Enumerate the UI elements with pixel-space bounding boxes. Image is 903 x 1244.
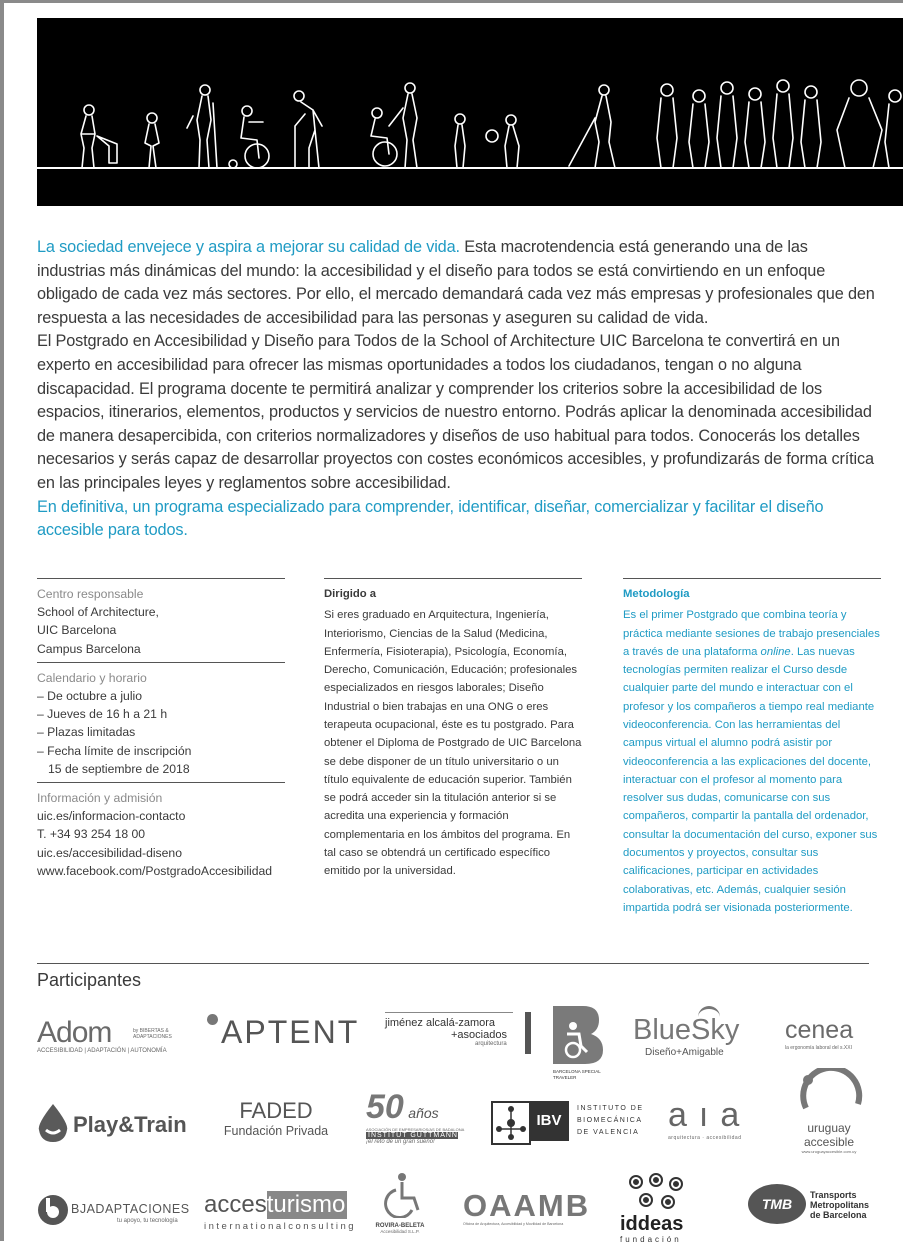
centro-block [37,603,285,658]
logo-ibv-line: INSTITUTO DE [577,1105,644,1112]
logo-jimenez [385,1012,531,1054]
logo-bluesky-name: BlueSky [633,1014,740,1046]
info-phone: T. +34 93 254 18 00 [37,827,146,842]
logo-iddeas-sub: fundación [620,1235,682,1244]
logo-faded [218,1098,338,1138]
logo-guttmann-name: INSTITUT GUTTMANN [368,1132,458,1139]
logo-accesturismo-part: acces [204,1191,267,1218]
aptent-dot-icon [207,1014,218,1025]
dirigido-text: Si eres graduado en Arquitectura, Ingeniería, Interiorismo, Ciencias de la Salud (Medicina, Enfermería, Fisioterapia), Psicología, Economía, Derecho, Comunicación, Educación; profesionales especializados en riesgos laborales; Diseño Industrial o bien trabajas en una ONG o eres terapeuta ocupacional, éste es tu postgrado. Para obtener el Diploma de Postgrado de UIC Barcelona se debe disponer de un título universitario o un título equivalente de educación superior. También se podrá acceder sin la titulación anterior si se acredita una experiencia y formación complementaria en los ámbitos del programa. En tal caso se obtendrá un certificado específico emitido por la universidad. [324,609,582,878]
centro-line: School of Architecture, [37,605,159,620]
divider [37,662,285,663]
logo-oaamb [463,1190,589,1226]
divider [324,578,582,579]
uruguay-circle-icon [796,1068,866,1120]
logo-accesturismo-part: turismo [266,1191,346,1218]
logo-cenea-sub: la ergonomía laboral del s.XXI [785,1045,852,1051]
calendario-line: – De octubre a julio [37,689,143,704]
participants-title: Participantes [37,970,142,990]
info-facebook-link[interactable]: www.facebook.com/PostgradoAccesibilidad [37,863,273,878]
logo-jimenez-line: jiménez alcalá-zamora [385,1017,496,1029]
centro-line: Campus Barcelona [37,641,141,656]
wheelchair-icon [372,1172,432,1218]
logo-guttmann-years: años [408,1105,439,1121]
logo-bj-sub: tu apoyo, tu tecnología [117,1218,178,1224]
calendario-line: – Plazas limitadas [37,725,136,740]
people-silhouettes-illustration [37,18,903,206]
logo-adom-sub: ACCESIBILIDAD | ADAPTACIÓN | AUTONOMÍA [37,1048,167,1054]
logo-adom [37,1016,187,1054]
metodologia-title: Metodología [623,588,690,600]
metodologia-text-part: . Las nuevas tecnologías permiten realizar el Curso desde cualquier parte del mundo e interactuar con el profesor y los compañeros a tiempo real mediante videoconferencia. Con las herramientas del campus virtual el alumno podrá asistir por videoconferencia a las explicaciones del docente, interactuar con el profesor al momento para resolver sus dudas, comunicarse con sus compañeros, compartir la pantalla del ordenador, consultar la documentación del curso, exponer sus documentos y proyectos, consultar sus calificaciones, participar en actividades colaborativas, etc. Además, cualquier sesión impartida podrá ser visionada posteriormente. [623,645,878,914]
calendario-block [37,687,285,778]
logo-barcelona-sub: BARCELONA SPECIAL TRAVELER [553,1069,601,1080]
banner-illustration [37,18,903,206]
divider [37,578,285,579]
metodologia-text [623,606,881,917]
logo-aia-sub: arquitectura · accesibilidad [668,1135,742,1141]
info-program-link[interactable]: uic.es/accesibilidad-diseno [37,845,182,860]
logo-accesturismo-name [204,1191,350,1219]
calendario-line: 15 de septiembre de 2018 [48,761,190,776]
participants-divider [37,963,869,964]
info-label: Información y admisión [37,791,163,806]
logo-guttmann-tag: ASOCIACIÓN DE EMPRESARIOS/AS DE BADALONA [366,1127,465,1132]
iddeas-circles-icon [624,1172,690,1212]
page-frame-left [0,0,4,1241]
metodologia-text-italic: online [760,645,791,658]
logo-ibv-line: DE VALENCIA [577,1129,640,1136]
logo-iddeas [620,1172,710,1244]
logo-guttmann [366,1088,465,1145]
logo-guttmann-motto: ¡el reto de un gran sueño! [366,1139,435,1145]
drop-icon [37,1104,69,1142]
logo-ibv-code: IBV [529,1101,569,1141]
logo-jimenez-line: arquitectura [475,1041,507,1047]
logo-adom-name: Adom [37,1016,112,1049]
intro-highlight: La sociedad envejece y aspira a mejorar su calidad de vida. [37,238,460,256]
logo-oaamb-name: OAAMB [463,1188,591,1223]
calendario-line: – Jueves de 16 h a 21 h [37,707,168,722]
centro-label: Centro responsable [37,587,144,601]
bj-b-icon [37,1192,69,1228]
logo-ibv-name [577,1103,643,1139]
logo-accesturismo-sub: internationalconsulting [204,1221,357,1232]
logo-uruguay [796,1068,868,1154]
logo-faded-sub: Fundación Privada [223,1124,329,1138]
logo-tmb-line: Transports [810,1190,857,1200]
logo-aia [668,1096,751,1141]
logo-accesturismo [204,1191,357,1232]
info-block [37,807,285,880]
info-contact-link[interactable]: uic.es/informacion-contacto [37,809,186,824]
logo-uruguay-line: uruguay [807,1121,851,1135]
logo-bluesky-sub: Diseño+Amigable [645,1047,724,1058]
divider [385,1012,513,1013]
divider [623,578,881,579]
logo-bj-name: BJADAPTACIONES [71,1202,190,1216]
logo-rovira-name: ROVIRA-BELETA [375,1223,425,1229]
logo-uruguay-line: accesible [803,1135,855,1149]
logo-bluesky [633,1014,739,1058]
bluesky-arc-icon [698,1006,720,1017]
logo-cenea-name: cenea [785,1016,854,1044]
logo-iddeas-name: iddeas [620,1213,684,1235]
logo-uruguay-url: www.uruguayaccesible.com.uy [801,1149,857,1154]
barcelona-b-icon [553,1006,603,1064]
logo-rovira-sub: Accesibilidad S.L.P. [380,1229,420,1234]
logo-jimenez-line: +asociados [451,1029,507,1041]
dirigido-title: Dirigido a [324,588,377,600]
logo-tmb-line: Metropolitans [810,1200,870,1210]
intro-sentence-rest: Esta macrotendencia está generando una de las industrias más dinámicas del mundo: la accesibilidad y el diseño para todos se está convirtiendo en un enfoque obligado de cada vez más sectores. Por ello, el mercado demandará cada vez más empresas y profesionales que den respuesta a las necesidades de accesibilidad para las personas y aseguren su calidad de vida. [37,238,875,327]
logo-oaamb-sub: Oficina de Arquitectura, Accesibilidad y Movilidad de Barcelona [463,1222,564,1226]
logo-tmb-line: de Barcelona [810,1210,867,1220]
dirigido-column [324,578,582,881]
logo-faded-name: FADED [239,1098,313,1123]
logo-cenea [785,1016,853,1051]
divider [37,782,285,783]
ibv-molecule-icon [491,1101,531,1145]
intro-conclusion: En definitiva, un programa especializado para comprender, identificar, diseñar, comercializar y facilitar el diseño accesible para todos. [37,497,824,540]
metodologia-text-part: Es el primer Postgrado que combina teoría y práctica mediante sesiones de trabajo presenciales a través de una plataforma [623,609,880,658]
logo-aptent [207,1014,359,1051]
logo-tmb-name [810,1190,869,1220]
logo-adom-tag: by BIBERTAS & ADAPTACIONES [133,1028,172,1040]
centro-line: UIC Barcelona [37,623,117,638]
calendario-line: – Fecha límite de inscripción [37,743,192,758]
logo-barcelona [553,1006,605,1080]
logo-rovira [372,1172,432,1234]
logo-ibv-line: BIOMECÁNICA [577,1117,643,1124]
logo-guttmann-num: 50 [366,1088,404,1126]
page-frame-top [0,0,903,3]
calendario-label: Calendario y horario [37,670,147,685]
logo-aia-name: aıa [668,1096,752,1134]
intro-paragraph-2: El Postgrado en Accesibilidad y Diseño para Todos de la School of Architecture UIC Barcelona te convertirá en un experto en accesibilidad para ofrecer las mismas oportunidades a todos los ciudadanos, tengan o no alguna discapacidad. El programa docente te permitirá analizar y comprender los criterios sobre la accesibilidad de los espacios, itinerarios, elementos, productos y servicios de nuestro entorno. Podrás aplicar la denominada accesibilidad de manera desapercibida, con criterios normalizadores y diseños de uso habitual para todos. Conocerás los detalles necesarios y serás capaz de desarrollar proyectos con costes económicos accesibles, y profundizarás de forma crítica en las principales leyes y reglamentos sobre accesibilidad. [37,332,874,492]
intro-text [37,236,877,543]
logo-aptent-name: APTENT [221,1014,360,1050]
tmb-badge-icon: TMB [748,1184,806,1224]
metodologia-column [623,578,881,917]
info-column [37,578,285,884]
logo-playtrain-name: Play&Train [73,1112,187,1137]
